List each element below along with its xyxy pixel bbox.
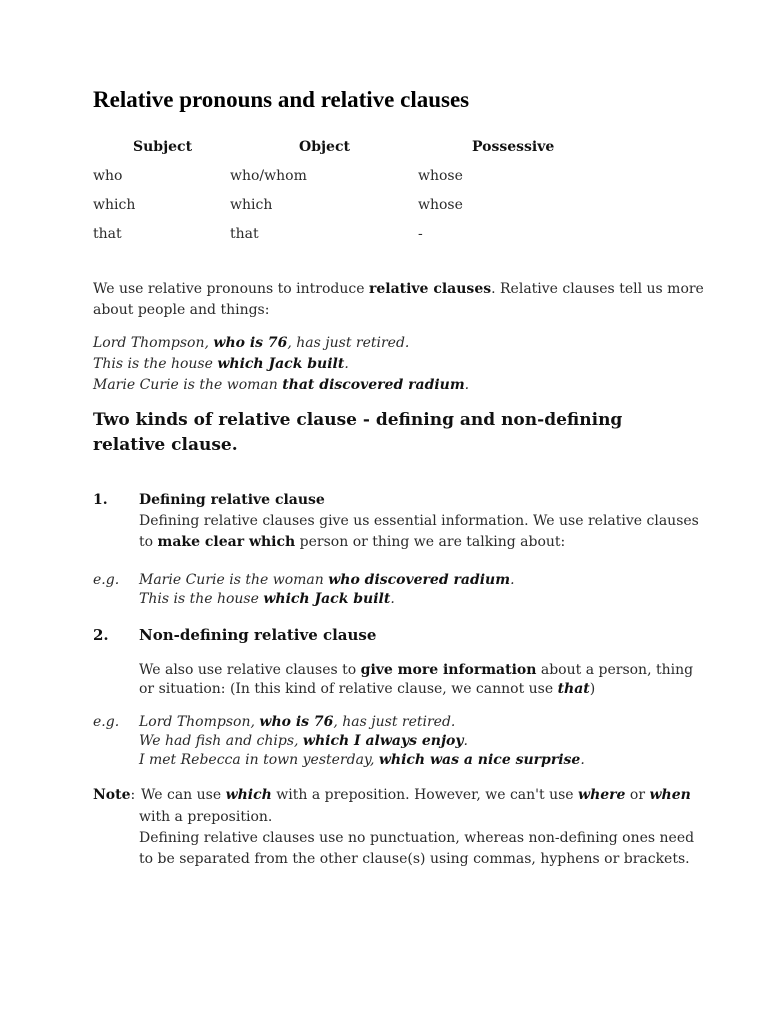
example-text: Lord Thompson, [139,714,260,730]
example-text: . [580,752,585,768]
example-bold: which I always enjoy [302,733,464,749]
table-cell: who/whom [230,168,307,184]
example-text: , has just retired. [287,335,410,351]
section-title: Defining relative clause [139,492,325,508]
section-text-bold: give more information [360,662,537,678]
note-line: with a preposition. [139,809,273,825]
note-text: We can use [141,787,226,803]
page-title: Relative pronouns and relative clauses [93,87,470,112]
example-bold: which Jack built [263,591,391,607]
example-bold: which Jack built [217,356,345,372]
table-cell: who [93,168,123,184]
table-cell: that [93,226,122,242]
example-text: . [464,377,470,393]
intro-text: We use relative pronouns to introduce [93,281,369,297]
example-text: . [463,733,468,749]
intro-text: . Relative clauses tell us more [491,281,704,297]
note-bold: where [578,787,626,803]
example-text: Marie Curie is the woman [139,572,329,588]
section-text-part: to [139,534,158,550]
example-line [93,335,409,351]
table-cell: which [93,197,136,213]
example-text: We had fish and chips, [139,733,303,749]
section-text-part: about a person, thing [536,662,694,678]
example-line [93,377,469,393]
example-bold: who discovered radium [328,572,511,588]
table-header-subject: Subject [133,139,193,155]
note-label [93,787,135,803]
intro-bold: relative clauses [368,281,492,297]
note-line [141,787,691,803]
example-text: . [510,572,515,588]
note-line: Defining relative clauses use no punctuation, whereas non-defining ones need [139,830,695,846]
section-heading: Two kinds of relative clause - defining and non-defining relative clause. [93,410,623,455]
note-label-text: Note [93,787,131,803]
table-cell: that [230,226,259,242]
intro-line-1 [93,281,704,297]
example-text: This is the house [139,591,264,607]
section-text-part: ) [589,681,596,697]
example-text: Marie Curie is the woman [93,377,283,393]
example-text: This is the house [93,356,218,372]
example-line [93,356,349,372]
example-bold: which was a nice surprise [378,752,581,768]
section-text-part: We also use relative clauses to [139,662,361,678]
intro-line-2: about people and things: [93,302,270,318]
table-header-possessive: Possessive [472,139,555,155]
section-text [139,681,595,697]
example-bold: who is 76 [213,335,288,351]
section-text-part: person or thing we are talking about: [295,534,566,550]
section-text [139,662,693,678]
note-text: or [625,787,650,803]
table-header-object: Object [299,139,350,155]
section-number: 1. [93,492,108,508]
example-line [139,733,468,749]
example-text: , has just retired. [333,714,456,730]
section-title: Non-defining relative clause [139,626,377,644]
section-text [139,534,565,550]
section-text-bold: that [557,681,590,697]
example-text: I met Rebecca in town yesterday, [139,752,379,768]
section-text-bold: make clear which [157,534,296,550]
note-text: with a preposition. However, we can't use [271,787,579,803]
example-bold: who is 76 [259,714,334,730]
example-line [139,714,455,730]
table-cell: whose [418,197,463,213]
example-bold: that discovered radium [282,377,465,393]
example-text: Lord Thompson, [93,335,214,351]
example-text: . [390,591,395,607]
note-line: to be separated from the other clause(s) using commas, hyphens or brackets. [139,851,690,867]
eg-label: e.g. [93,714,120,730]
note-bold: when [649,787,691,803]
section-number: 2. [93,626,109,644]
section-text: Defining relative clauses give us essential information. We use relative clauses [139,513,699,529]
eg-label: e.g. [93,572,120,588]
table-cell: which [230,197,273,213]
note-bold: which [225,787,272,803]
section-text-part: or situation: (In this kind of relative clause, we cannot use [139,681,558,697]
table-cell: whose [418,168,463,184]
example-line [139,572,515,588]
example-line [139,591,395,607]
note-colon: : [130,787,136,803]
example-text: . [344,356,349,372]
table-cell: - [418,226,423,242]
example-line [139,752,585,768]
